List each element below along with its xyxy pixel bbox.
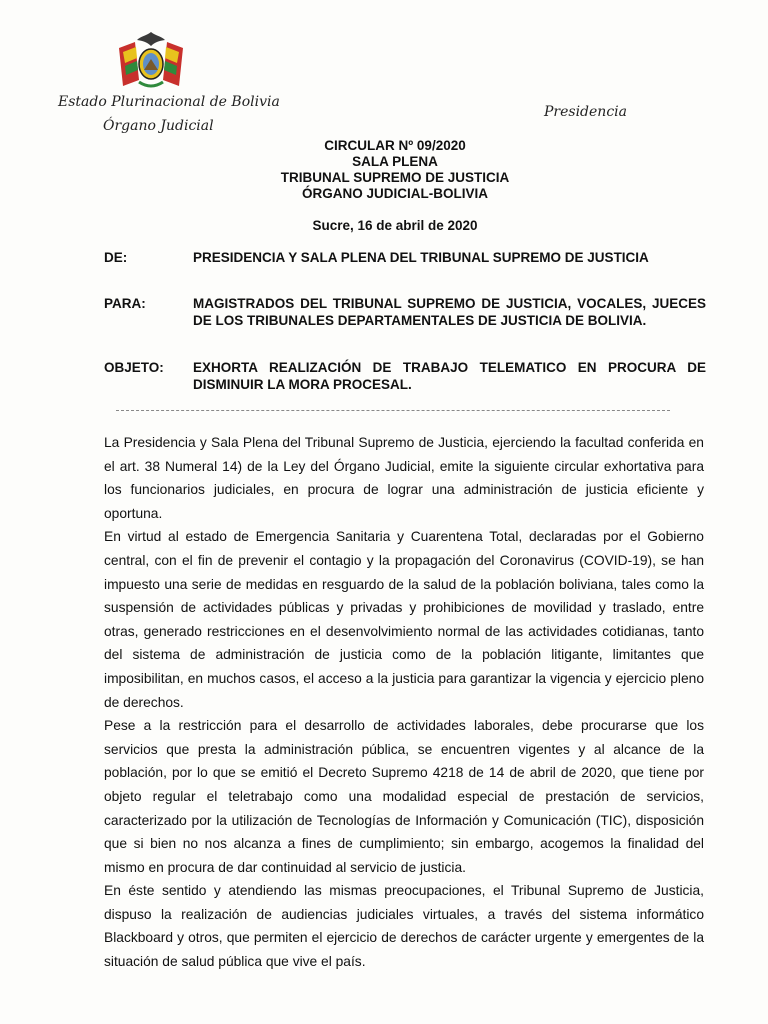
field-value: MAGISTRADOS DEL TRIBUNAL SUPREMO DE JUSTICIA, VOCALES, JUECES DE LOS TRIBUNALES DEPARTAMENTALES DE JUSTICIA DE BOLIVIA. — [193, 296, 706, 328]
field-label: DE: — [104, 250, 128, 265]
department-name: Presidencia — [544, 104, 627, 120]
separator-line — [116, 410, 670, 411]
field-para — [104, 296, 706, 329]
coat-of-arms-icon — [113, 30, 189, 92]
document-body — [104, 431, 704, 974]
body-paragraph: Pese a la restricción para el desarrollo de actividades laborales, debe procurarse que los servicios que presta la administración pública, se encuentren vigentes y al alcance de la población, por lo que se emitió el Decreto Supremo 4218 de 14 de abril de 2020, que tiene por objeto regular el teletrabajo como una modalidad especial de prestación de servicios, caracterizado por la utilización de Tecnologías de Información y Comunicación (TIC), disposición que si bien no nos alcanza a fines de cumplimiento; sin embargo, acogemos la finalidad del mismo en procura de dar continuidad al servicio de justicia. — [104, 718, 704, 875]
field-de — [104, 250, 706, 267]
circular-number: CIRCULAR Nº 09/2020 — [324, 138, 466, 153]
header-line: TRIBUNAL SUPREMO DE JUSTICIA — [280, 170, 510, 185]
circular-header — [190, 138, 600, 202]
body-paragraph: La Presidencia y Sala Plena del Tribunal Supremo de Justicia, ejerciendo la facultad conferida en el art. 38 Numeral 14) de la Ley del Órgano Judicial, emite la siguiente circular exhortativa para los funcionarios judiciales, en procura de lograr una administración de justicia eficiente y oportuna. — [104, 435, 704, 521]
field-label: PARA: — [104, 296, 146, 311]
field-value: EXHORTA REALIZACIÓN DE TRABAJO TELEMATICO EN PROCURA DE DISMINUIR LA MORA PROCESAL. — [193, 360, 706, 392]
body-paragraph: En éste sentido y atendiendo las mismas preocupaciones, el Tribunal Supremo de Justicia, dispuso la realización de audiencias judiciales virtuales, a través del sistema informático Blackboard y otros, que permiten el ejercicio de derechos de carácter urgente y emergentes de la situación de salud pública que vive el país. — [104, 883, 704, 970]
field-value: PRESIDENCIA Y SALA PLENA DEL TRIBUNAL SUPREMO DE JUSTICIA — [193, 250, 649, 265]
body-paragraph: En virtud al estado de Emergencia Sanitaria y Cuarentena Total, declaradas por el Gobierno central, con el fin de prevenir el contagio y la propagación del Coronavirus (COVID-19), se han impuesto una serie de medidas en resguardo de la salud de la población boliviana, tales como la suspensión de actividades públicas y privadas y prohibiciones de movilidad y traslado, entre otras, generado restricciones en el desenvolvimiento normal de las actividades cotidianas, tanto del sistema de administración de justicia como de la población litigante, limitantes que imposibilitan, en muchos casos, el acceso a la justicia para garantizar la vigencia y ejercicio pleno de derechos. — [104, 529, 704, 710]
header-line: SALA PLENA — [352, 154, 438, 169]
header-line: ÓRGANO JUDICIAL-BOLIVIA — [301, 186, 488, 201]
field-label: OBJETO: — [104, 360, 164, 375]
field-objeto — [104, 360, 706, 393]
organ-name: Órgano Judicial — [103, 118, 214, 134]
issuer-name: Estado Plurinacional de Bolivia — [58, 94, 280, 110]
document-date: Sucre, 16 de abril de 2020 — [312, 218, 478, 233]
